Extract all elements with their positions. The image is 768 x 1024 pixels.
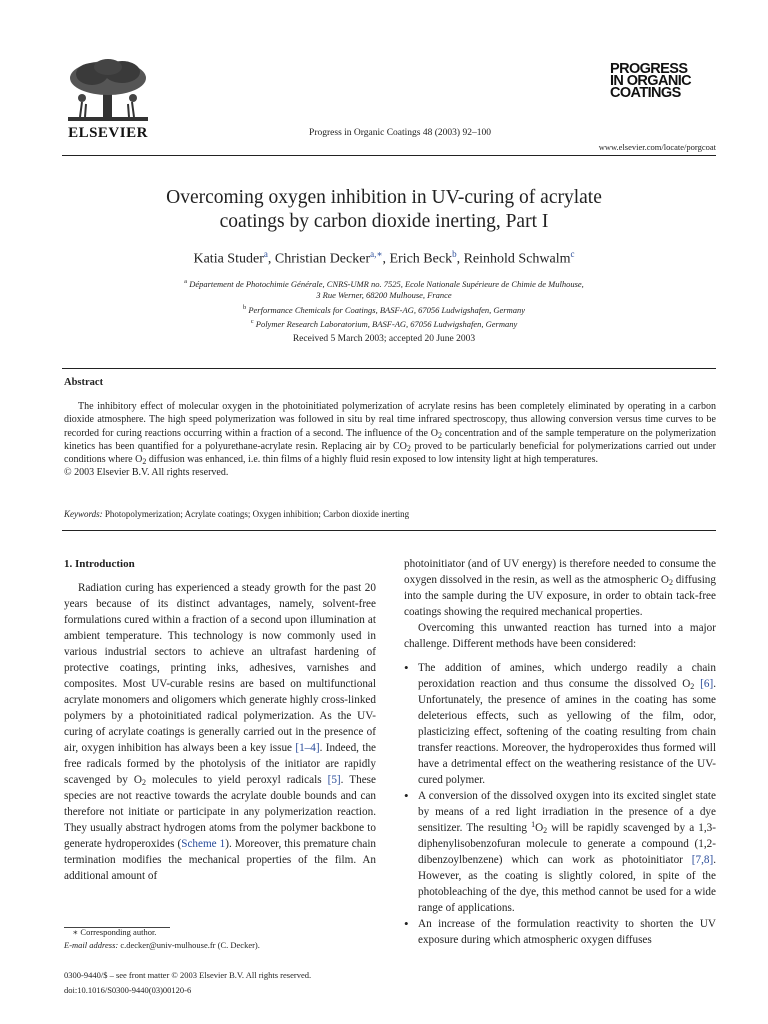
front-matter <box>64 968 424 998</box>
author-separator: , <box>382 251 390 267</box>
author-name[interactable]: Christian Decker <box>274 251 371 267</box>
footnote-mark: ∗ <box>72 927 79 937</box>
text-run: proved to be particularly beneficial for polymerizations carried out under conditions where O <box>64 440 716 466</box>
affiliation-mark: a <box>184 278 188 285</box>
title-line: coatings by carbon dioxide inerting, Part I <box>219 211 549 232</box>
list-item <box>404 788 716 916</box>
citation-link[interactable]: [6] <box>700 678 714 690</box>
affiliation-text: Département de Photochimie Générale, CNRS-UMR no. 7525, Ecole Nationale Supérieure de Chimie de Mulhouse, <box>189 278 584 289</box>
email-note <box>64 939 384 952</box>
elsevier-logo <box>62 58 154 141</box>
journal-logo <box>610 63 710 99</box>
body-paragraph: Overcoming this unwanted reaction has turned into a major challenge. Different methods have been considered: <box>404 622 716 650</box>
abstract-paragraph <box>64 400 716 466</box>
subscript: 2 <box>406 443 411 453</box>
affiliation-text: Polymer Research Laboratorium, BASF-AG, 67056 Ludwigshafen, Germany <box>255 318 518 329</box>
affiliation-text: Performance Chemicals for Coatings, BASF-AG, 67056 Ludwigshafen, Germany <box>248 304 526 315</box>
author-affil-mark[interactable]: c <box>570 249 575 259</box>
text-run: photoinitiator (and of UV energy) is therefore needed to consume the oxygen dissolved in the resin, as well as the atmospheric O <box>404 558 716 586</box>
text-run: The addition of amines, which undergo readily a chain peroxidation reaction and thus consume the dissolved O <box>418 662 716 690</box>
citation-link[interactable]: [1–4] <box>295 742 320 754</box>
journal-logo-line: COATINGS <box>610 85 681 101</box>
author-name[interactable]: Katia Studer <box>193 251 264 267</box>
text-run: O <box>535 822 544 834</box>
scheme-link[interactable]: Scheme 1 <box>181 838 226 850</box>
subscript: 2 <box>668 578 673 587</box>
text-run: molecules to yield peroxyl radicals <box>145 774 328 786</box>
text-run: The inhibitory effect of molecular oxygen in the photoinitiated polymerization of acrylate resins has been completely eliminated by operating in a carbon dioxide atmosphere. The high speed polymerization was followed in situ by real time infrared spectroscopy, thus allowing conversion versus time curves to be recorded for curing reactions occurring within a fraction of a second. The influence of the O <box>64 401 716 439</box>
author-list <box>100 249 668 268</box>
subscript: 2 <box>690 682 695 691</box>
author-affil-mark[interactable]: a <box>263 249 268 259</box>
text-run: diffusion was enhanced, i.e. thin films of a highly fluid resin exposed to low intensity light at high temperatures. <box>146 454 599 466</box>
text-run: . However, as the coating is slightly colored, in spite of the photobleaching of the dye, this method cannot be used for a wide range of applications. <box>418 854 716 914</box>
citation-link[interactable]: [7,8] <box>691 854 714 866</box>
text-run: will be rapidly scavenged by a 1,3-diphenylisobenzofuran molecule to generate a compound (1,2-dibenzoylbenzene) which can work as photoinitiator <box>418 822 716 866</box>
subscript: 2 <box>141 778 146 787</box>
affiliation <box>100 302 668 316</box>
received-dates: Received 5 March 2003; accepted 20 June 2003 <box>292 334 476 344</box>
journal-logo-line: PROGRESS <box>610 61 688 77</box>
text-run: Radiation curing has experienced a steady growth for the past 20 years because of its distinct advantages, namely, solvent-free formulations cured within a fraction of a second upon illumination at ambient temperature. This technology is now commonly used in various industrial sectors to achieve an ultrafast hardening of protective coatings, printing inks, adhesives, varnishes and composites. Most UV-curable resins are based on multifunctional acrylate monomers and oligomers which generate highly cross-linked polymers by a photoinitiated radical polymerization. As the UV-curing of acrylate coatings is generally carried out in the presence of air, oxygen inhibition has always been a key issue <box>64 582 376 754</box>
journal-reference: Progress in Organic Coatings 48 (2003) 92–100 <box>309 128 491 138</box>
author-affil-mark[interactable]: a,∗ <box>370 249 383 259</box>
doi-line[interactable]: doi:10.1016/S0300-9440(03)00120-6 <box>64 985 192 995</box>
affiliation <box>100 290 668 301</box>
elsevier-tree-icon <box>62 58 154 124</box>
body-paragraph <box>64 580 376 884</box>
footnote <box>64 926 384 952</box>
author-affil-mark[interactable]: b <box>452 249 457 259</box>
text-run: . These species are not reactive towards the acrylate double bounds and can therefore not initiate or participate in any polymerization reaction. They usually abstract hydrogen atoms from the polymer backbone to generate hydroperoxides ( <box>64 774 377 850</box>
abstract-heading: Abstract <box>64 377 104 388</box>
text-run: concentration and of the sample temperature on the polymerization kinetics has been quantified for a polyurethane-acrylate resin. Replacing air by CO <box>64 427 716 452</box>
right-column <box>404 556 716 948</box>
author-separator: , <box>267 251 275 267</box>
keywords-divider <box>62 530 716 531</box>
text-run: diffusing into the sample during the UV exposure, in order to obtain tack-free coatings showing the required mechanical properties. <box>404 574 716 618</box>
copyright-line: © 2003 Elsevier B.V. All rights reserved. <box>64 467 229 479</box>
superscript: 1 <box>531 820 536 829</box>
section-heading: 1. Introduction <box>64 558 135 570</box>
email-address[interactable]: c.decker@univ-mulhouse.fr (C. Decker). <box>118 940 260 950</box>
text-run: . Indeed, the free radicals formed by the photolysis of the initiator are rapidly scavenged by O <box>64 742 376 786</box>
corresponding-author-text: Corresponding author. <box>80 927 157 937</box>
affiliation <box>100 316 668 330</box>
citation-link[interactable]: [5] <box>327 774 341 786</box>
text-run: ). Moreover, this premature chain termination modifies the mechanical properties of the film. An additional amount of <box>64 838 377 882</box>
email-label: E-mail address: <box>64 940 119 950</box>
affiliation-mark: c <box>250 317 254 325</box>
body-paragraph <box>404 556 716 620</box>
corresponding-author-note <box>64 926 384 939</box>
header-divider <box>62 155 716 156</box>
keywords-label: Keywords: <box>64 509 103 519</box>
text-run: . Unfortunately, the presence of amines in the coating has some deleterious effects, such as yellowing of the film, odor, plasticizing effect, softening of the coating resulting from chain transfer reactions. Moreover, the hydroperoxides thus formed will have a detrimental effect on the weathering resistance of the UV-cured polymer. <box>418 678 716 786</box>
title-line: Overcoming oxygen inhibition in UV-curing of acrylate <box>166 187 602 208</box>
author-name[interactable]: Reinhold Schwalm <box>463 251 571 267</box>
keywords <box>64 509 716 519</box>
abstract-top-divider <box>62 368 716 369</box>
affiliations <box>100 276 668 330</box>
author-name[interactable]: Erich Beck <box>389 251 453 267</box>
abstract-body <box>64 400 716 480</box>
journal-url[interactable]: www.elsevier.com/locate/porgcoat <box>598 142 716 152</box>
author-separator: , <box>456 251 464 267</box>
subscript: 2 <box>142 457 147 467</box>
affiliation-text: 3 Rue Werner, 68200 Mulhouse, France <box>316 290 452 301</box>
list-item <box>404 660 716 788</box>
article-title <box>100 186 668 234</box>
journal-logo-line: IN ORGANIC <box>610 73 692 89</box>
list-item: • An increase of the formulation reactivity to shorten the UV exposure during which atmospheric oxygen diffuses <box>404 916 716 948</box>
keywords-list: Photopolymerization; Acrylate coatings; Oxygen inhibition; Carbon dioxide inerting <box>104 509 410 519</box>
issn-line: 0300-9440/$ – see front matter © 2003 Elsevier B.V. All rights reserved. <box>64 970 312 980</box>
left-column <box>64 556 376 884</box>
subscript: 2 <box>438 430 442 440</box>
publisher-name: ELSEVIER <box>68 125 148 141</box>
methods-list <box>404 660 716 948</box>
affiliation-mark: b <box>242 303 247 311</box>
affiliation <box>100 276 668 290</box>
text-run: A conversion of the dissolved oxygen into its excited singlet state by means of a red light irradiation in the presence of a dye sensitizer. The resulting <box>418 790 716 834</box>
subscript: 2 <box>543 826 548 835</box>
